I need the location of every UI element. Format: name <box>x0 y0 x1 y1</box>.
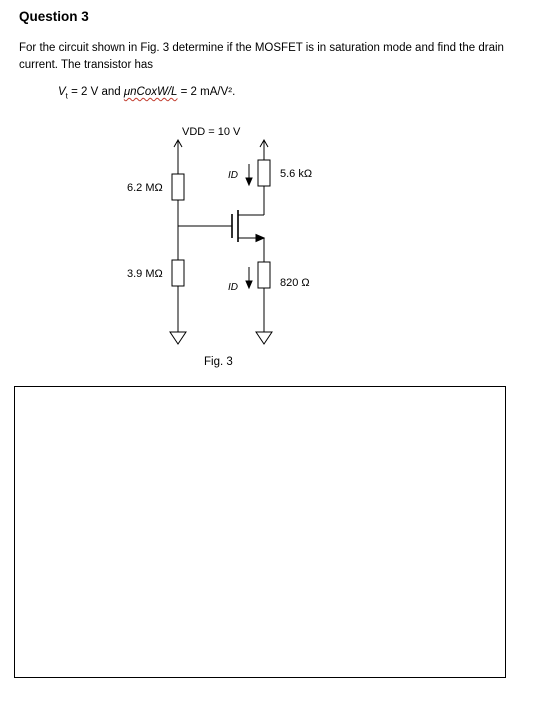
id-label-bottom: ID <box>228 282 238 293</box>
r-top-left-label: 6.2 MΩ <box>127 182 163 194</box>
resistor-3.9M <box>172 260 184 286</box>
param-value: = 2 mA/V². <box>177 86 236 98</box>
r-drain-label: 5.6 kΩ <box>280 168 313 180</box>
r-bottom-left-label: 3.9 MΩ <box>127 268 163 280</box>
resistor-820 <box>258 262 270 288</box>
param-symbol: μnCoxW/L <box>123 86 178 98</box>
vt-subscript: t <box>65 91 68 101</box>
vt-value: = 2 V and <box>67 86 124 98</box>
id-arrow-top-icon <box>246 178 252 185</box>
answer-box[interactable] <box>14 386 506 678</box>
resistor-5.6k <box>258 160 270 186</box>
question-title: Question 3 <box>19 9 89 24</box>
figure-caption: Fig. 3 <box>204 356 233 368</box>
id-arrow-bottom-icon <box>246 281 252 288</box>
vt-symbol: V <box>58 86 66 98</box>
ground-left-icon <box>170 332 186 344</box>
id-label-top: ID <box>228 170 238 181</box>
question-text: For the circuit shown in Fig. 3 determine if the MOSFET is in saturation mode and find the drain current. The transistor has <box>19 42 504 71</box>
vdd-label: VDD = 10 V <box>182 126 241 138</box>
source-arrow-icon <box>256 235 264 242</box>
ground-right-icon <box>256 332 272 344</box>
resistor-6.2M <box>172 174 184 200</box>
r-source-label: 820 Ω <box>280 277 310 289</box>
